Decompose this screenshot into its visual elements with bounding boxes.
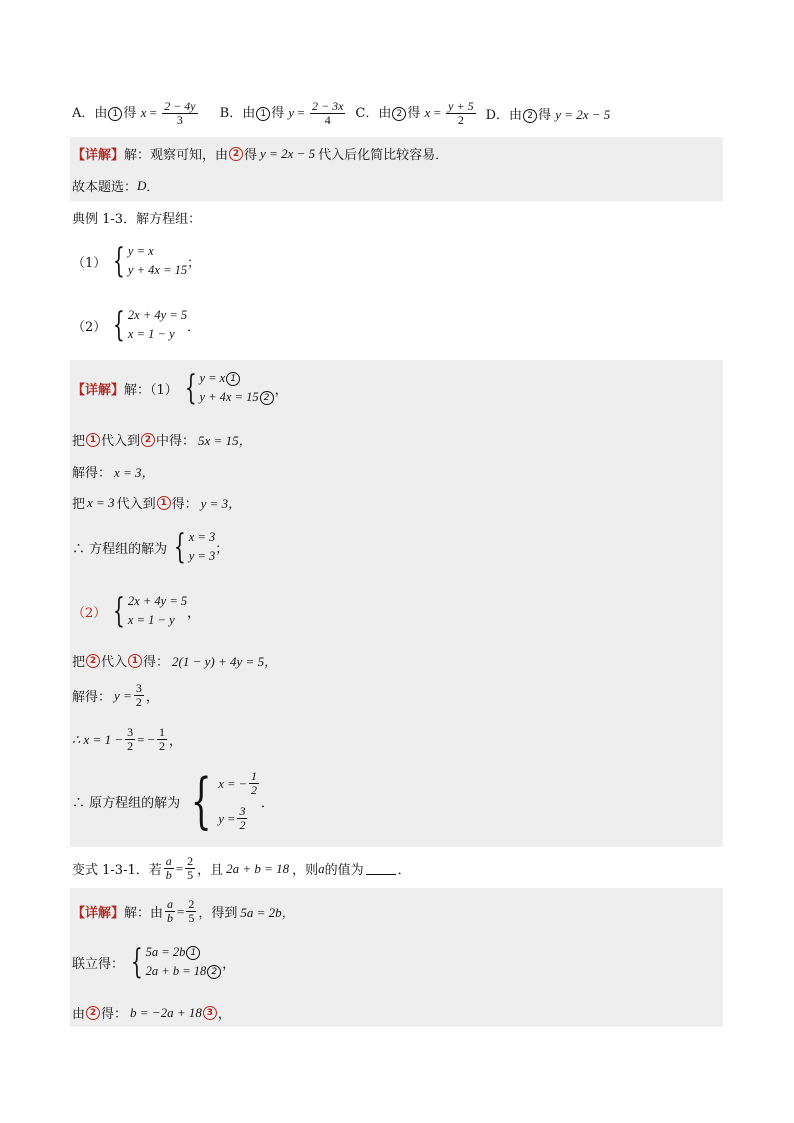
circled-number: 2: [523, 109, 537, 123]
option-a: A．由 1 得 x = $\frac{2 - 4y}{3}$: [72, 99, 196, 127]
circled-number: 1: [186, 946, 200, 960]
circled-number: 2: [86, 654, 100, 668]
detail2-line4: 把 x = 3 代入到 1 得： y = 3，: [72, 494, 242, 512]
detail2-line10: ∴ 原方程组的解为 { x = − $\frac{1}{2}$ y = $\frac{3}{2}$ ．: [72, 766, 275, 836]
example-q2: （2） { 2x + 4y = 5 x = 1 − y ．: [72, 305, 201, 345]
detail2-line6: （2） { 2x + 4y = 5 x = 1 − y ，: [72, 591, 201, 631]
circled-number: 2: [260, 391, 274, 405]
circled-number: 1: [226, 372, 240, 386]
detail1-line1: 【详解】 解：观察可知，由 2 得 y = 2x − 5 代入后化简比较容易．: [72, 145, 449, 163]
circled-number: 2: [86, 1006, 100, 1020]
example-title: 典例 1-3．解方程组：: [72, 212, 202, 227]
answer-blank[interactable]: [366, 862, 396, 875]
detail2-line7: 把 2 代入 1 得： 2(1 − y) + 4y = 5，: [72, 654, 278, 670]
detail3-line1: 【详解】 解：由 $\frac{a}{b}$ = $\frac{2}{5}$ ，得到 5a = 2b，: [72, 897, 295, 925]
circled-number: 1: [128, 654, 142, 668]
detail1-answer: 故本题选： D ．: [72, 177, 160, 195]
detail2-line1: 【详解】 解：（1） { y = x 1 y + 4x = 15 2 ，: [72, 368, 288, 408]
detail2-line3: 解得： x = 3，: [72, 465, 155, 481]
detail-tag: 【详解】: [72, 382, 125, 398]
detail2-line5: ∴ 方程组的解为 { x = 3 y = 3 ；: [72, 527, 229, 567]
circled-number: 3: [203, 1006, 217, 1020]
detail2-line2: 把 1 代入到 2 中得： 5x = 15，: [72, 433, 252, 449]
circled-number: 1: [256, 107, 270, 121]
circled-number: 1: [157, 496, 171, 510]
circled-number: 1: [86, 433, 100, 447]
detail2-line9: ∴ x = 1 − $\frac{3}{2}$ = − $\frac{1}{2}$ ，: [72, 725, 183, 753]
example-q1: （1） { y = x y + 4x = 15 ；: [72, 241, 201, 281]
circled-number: 1: [108, 107, 122, 121]
options-row: [72, 100, 610, 127]
circled-number: 2: [207, 965, 221, 979]
option-b: B．由 1 得 y = $\frac{2 - 3x}{4}$: [219, 99, 344, 127]
variant-question: 变式 1-3-1．若 $\frac{a}{b}$ = $\frac{2}{5}$ ，且 2a + b = 18 ，则 a 的值为 ．: [72, 854, 411, 882]
detail-tag: 【详解】: [72, 148, 125, 163]
detail-tag: 【详解】: [72, 906, 125, 921]
detail3-line2: 联立得： { 5a = 2b 1 2a + b = 18 2 ，: [72, 942, 236, 982]
option-c: C．由 2 得 x = $\frac{y + 5}{2}$: [355, 99, 474, 127]
detail3-line3: 由 2 得： b = −2a + 18 3 ，: [72, 1004, 231, 1022]
option-d: D．由 2 得 y = 2x − 5: [485, 107, 611, 123]
circled-number: 2: [392, 107, 406, 121]
detail2-line8: 解得： y = $\frac{3}{2}$ ，: [72, 681, 159, 709]
circled-number: 2: [229, 147, 243, 161]
circled-number: 2: [141, 433, 155, 447]
